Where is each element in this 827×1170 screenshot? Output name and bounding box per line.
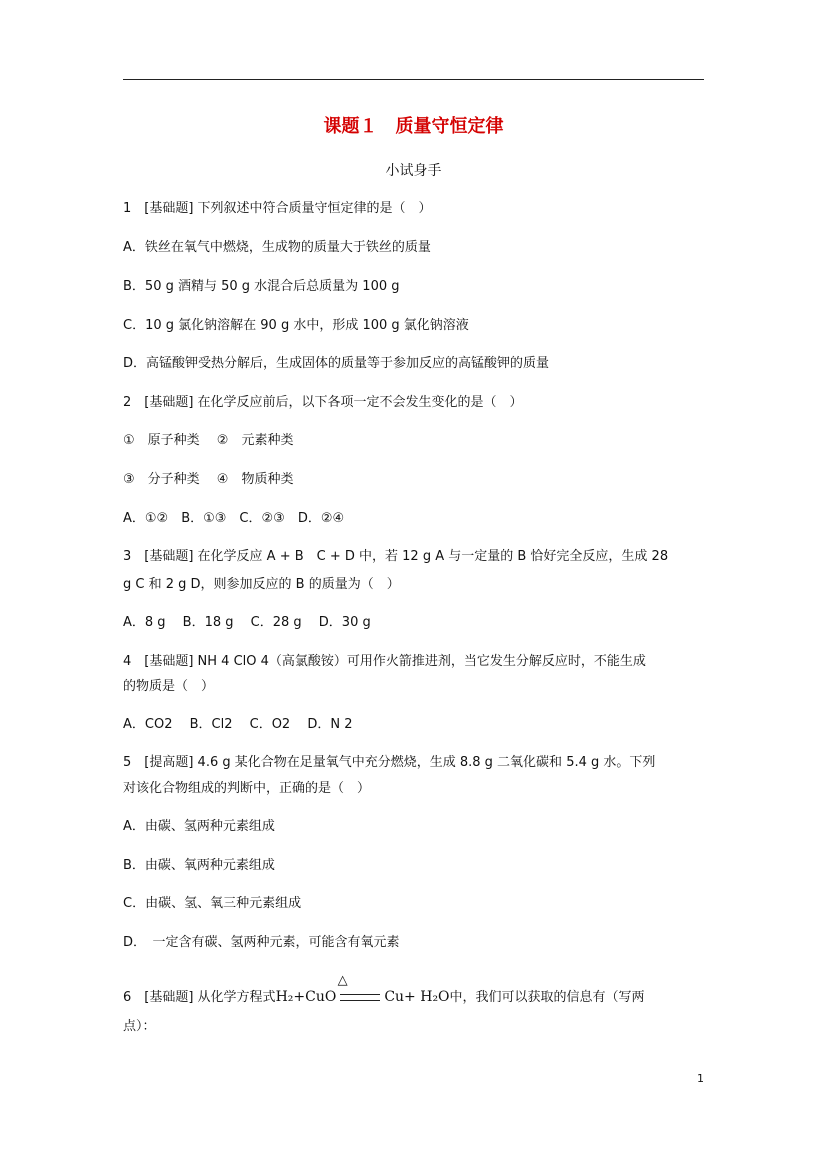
option-5d: D． 一定含有碳、氢两种元素，可能含有氧元素 bbox=[123, 935, 400, 950]
equation-products: Cu+ H₂O bbox=[384, 989, 450, 1005]
page-title: 课题１ 质量守恒定律 bbox=[323, 116, 504, 137]
question-6-cont: 点）： bbox=[123, 1019, 156, 1034]
chemical-equation bbox=[275, 973, 450, 1008]
header-rule bbox=[123, 79, 704, 80]
option-1b: B．50 g 酒精与 50 g 水混合后总质量为 100 g bbox=[123, 279, 400, 294]
options-3: A．8 g B．18 g C．28 g D．30 g bbox=[123, 615, 371, 630]
option-5a: A．由碳、氢两种元素组成 bbox=[123, 819, 275, 834]
question-6-suffix: 中，我们可以获取的信息有（写两 bbox=[449, 990, 645, 1005]
equation-reactants: H₂+CuO bbox=[275, 989, 337, 1005]
page-number: 1 bbox=[697, 1072, 704, 1085]
question-4: 4 [基础题] NH 4 ClO 4（高氯酸铵）可用作火箭推进剂，当它发生分解反应时，不能生成 bbox=[123, 654, 646, 669]
question-4-cont: 的物质是（ ） bbox=[123, 679, 215, 694]
option-1a: A．铁丝在氧气中燃烧，生成物的质量大于铁丝的质量 bbox=[123, 240, 431, 255]
options-4: A．CO2 B．Cl2 C．O2 D．N 2 bbox=[123, 717, 353, 732]
option-5c: C．由碳、氢、氧三种元素组成 bbox=[123, 896, 302, 911]
heat-condition: △ bbox=[337, 973, 348, 988]
item-2-row1: ① 原子种类 ② 元素种类 bbox=[123, 433, 294, 448]
equation-equals-sign bbox=[340, 994, 380, 1001]
question-3-cont: g C 和 2 g D，则参加反应的 B 的质量为（ ） bbox=[123, 577, 400, 592]
question-6-prefix: 6 [基础题] 从化学方程式 bbox=[123, 990, 276, 1005]
option-5b: B．由碳、氧两种元素组成 bbox=[123, 858, 275, 873]
question-2: 2 [基础题] 在化学反应前后，以下各项一定不会发生变化的是（ ） bbox=[123, 395, 523, 410]
question-5-cont: 对该化合物组成的判断中，正确的是（ ） bbox=[123, 781, 371, 796]
section-subtitle: 小试身手 bbox=[385, 163, 442, 179]
question-5: 5 [提高题] 4.6 g 某化合物在足量氧气中充分燃烧，生成 8.8 g 二氧化碳和 5.4 g 水。下列 bbox=[123, 755, 656, 770]
option-1c: C．10 g 氯化钠溶解在 90 g 水中，形成 100 g 氯化钠溶液 bbox=[123, 318, 469, 333]
option-1d: D．高锰酸钾受热分解后，生成固体的质量等于参加反应的高锰酸钾的质量 bbox=[123, 356, 550, 371]
question-3: 3 [基础题] 在化学反应 A + B C + D 中，若 12 g A 与一定量的 B 恰好完全反应，生成 28 bbox=[123, 549, 669, 564]
question-1: 1 [基础题] 下列叙述中符合质量守恒定律的是（ ） bbox=[123, 201, 432, 216]
options-2: A．①② B．①③ C．②③ D．②④ bbox=[123, 511, 345, 526]
question-6 bbox=[123, 973, 645, 1008]
item-2-row2: ③ 分子种类 ④ 物质种类 bbox=[123, 472, 294, 487]
